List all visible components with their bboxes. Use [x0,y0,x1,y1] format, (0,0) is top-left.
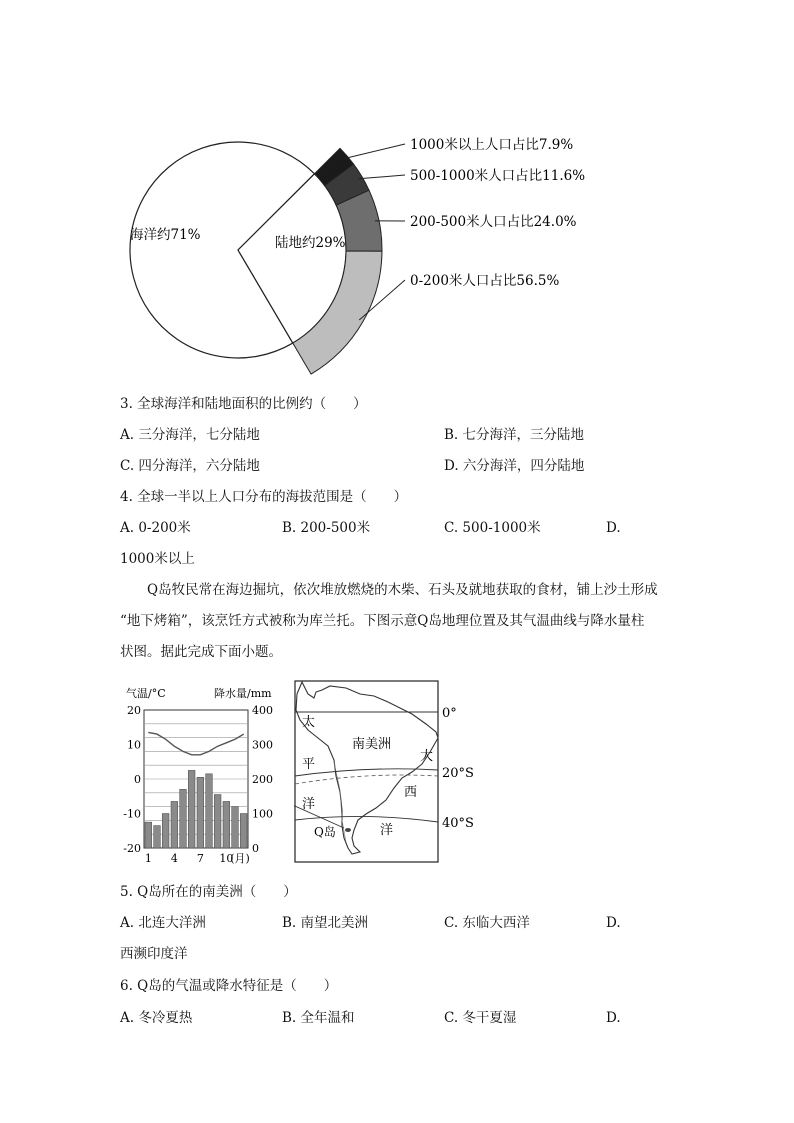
q3-option-d[interactable]: D. 六分海洋，四分陆地 [444,458,585,474]
temp-tick-label: -10 [123,807,141,821]
q4-stem: 4. 全球一半以上人口分布的海拔范围是（ ） [120,489,408,505]
precipitation-bar [154,826,161,848]
q6-stem: 6. Q岛的气温或降水特征是（ ） [120,978,338,994]
precipitation-bar [232,807,239,848]
q4-option-a[interactable]: A. 0-200米 [120,520,191,536]
population-pie-chart [120,132,620,377]
precipitation-bar [162,814,169,849]
q3-option-a[interactable]: A. 三分海洋，七分陆地 [120,427,260,443]
q5-option-c[interactable]: C. 东临大西洋 [444,915,530,931]
legend-label: 1000米以上人口占比7.9% [410,137,574,153]
precipitation-bar [206,774,213,848]
climate-bars [145,770,247,848]
q5-option-a[interactable]: A. 北连大洋洲 [120,915,206,931]
q4-option-d[interactable]: D. [606,520,621,536]
temp-tick-label: 10 [127,738,141,752]
lat-0-label: 0° [442,706,457,721]
q5-option-d-cont[interactable]: 西濒印度洋 [120,946,188,962]
precipitation-bar [223,801,230,848]
pacific-char-2: 平 [302,757,316,772]
legend-leader-line [344,144,405,159]
precipitation-bar [171,801,178,848]
precip-axis-label: 降水量/mm [214,687,272,700]
q3-stem: 3. 全球海洋和陆地面积的比例约（ ） [120,396,367,412]
legend-label: 0-200米人口占比56.5% [410,273,560,289]
q6-option-b[interactable]: B. 全年温和 [282,1010,355,1026]
precip-tick-label: 200 [252,773,273,786]
precipitation-bar [145,822,152,848]
precip-tick-label: 400 [252,704,273,717]
q6-option-a[interactable]: A. 冬冷夏热 [120,1010,193,1026]
passage-line-2: “地下烤箱”，该烹饪方式被称为库兰托。下图示意Q岛地理位置及其气温曲线与降水量柱 [120,613,645,629]
passage-line-1: Q岛牧民常在海边掘坑，依次堆放燃烧的木柴、石头及就地获取的食材，铺上沙土形成 [147,582,658,598]
precipitation-bar [197,777,204,848]
atlantic-char-2: 西 [404,785,418,800]
ocean-label: 海洋约71% [130,227,201,243]
precipitation-bar [240,814,247,849]
q4-option-d-cont[interactable]: 1000米以上 [120,551,195,567]
climate-chart [118,684,278,866]
month-tick-label: 10 [219,852,234,865]
q6-option-d[interactable]: D. [606,1010,621,1026]
q6-option-c[interactable]: C. 冬干夏湿 [444,1010,517,1026]
month-tick-label: 1 [144,852,152,865]
lat-40-label: 40°S [442,816,474,831]
q-island-marker [345,828,351,832]
continent-label: 南美洲 [352,737,392,752]
legend-leader-line [359,175,405,179]
precipitation-bar [180,789,187,848]
island-label: Q岛 [314,825,336,839]
temp-tick-label: 20 [127,704,141,717]
precipitation-bar [214,795,221,848]
q5-option-b[interactable]: B. 南望北美洲 [282,915,369,931]
precip-tick-label: 300 [252,738,273,752]
month-tick-label: 7 [196,852,204,865]
atlantic-char-3: 洋 [380,823,394,838]
passage-line-3: 状图。据此完成下面小题。 [120,644,282,660]
precipitation-bar [188,770,195,848]
q3-option-b[interactable]: B. 七分海洋，三分陆地 [444,427,585,443]
month-tick-label: (月) [230,852,250,865]
month-tick-label: 4 [170,852,178,865]
land-label: 陆地约29% [275,235,346,251]
precip-tick-label: 100 [252,807,273,821]
pacific-char-1: 太 [302,715,316,730]
atlantic-char-1: 大 [420,749,434,764]
pie-group [130,142,382,374]
q4-option-c[interactable]: C. 500-1000米 [444,520,541,536]
q5-option-d[interactable]: D. [606,915,621,931]
legend-label: 200-500米人口占比24.0% [410,214,577,230]
temp-axis-label: 气温/°C [126,687,166,700]
south-america-map [294,680,504,864]
pacific-char-3: 洋 [302,797,316,812]
temp-tick-label: -20 [123,842,141,855]
lat-20-label: 20°S [442,766,474,781]
temp-tick-label: 0 [134,773,141,786]
q4-option-b[interactable]: B. 200-500米 [282,520,371,536]
legend-label: 500-1000米人口占比11.6% [410,168,586,184]
q3-option-c[interactable]: C. 四分海洋，六分陆地 [120,458,260,474]
q5-stem: 5. Q岛所在的南美洲（ ） [120,884,297,900]
precip-tick-label: 0 [252,842,259,855]
